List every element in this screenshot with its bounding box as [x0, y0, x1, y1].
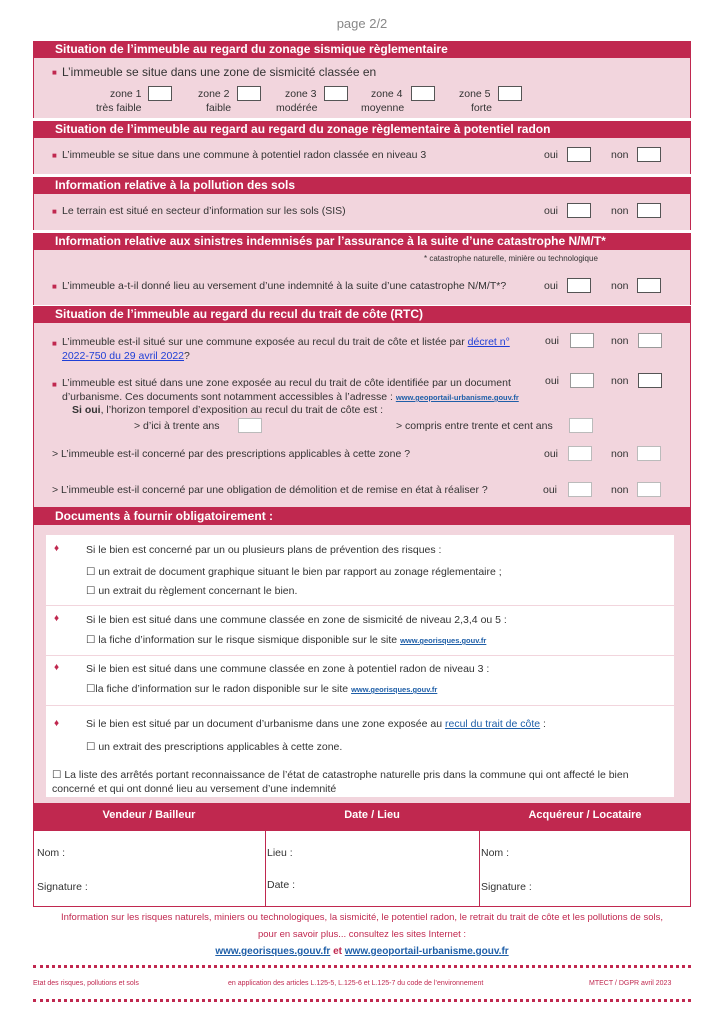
- seller-name-field[interactable]: Nom :: [37, 847, 66, 859]
- yes-label: oui: [544, 149, 559, 161]
- bullet-icon: ■: [52, 68, 57, 77]
- diamond-icon: ♦: [54, 662, 60, 673]
- bullet-icon: ■: [52, 282, 57, 291]
- yes-label: oui: [544, 280, 559, 292]
- disaster-no-checkbox[interactable]: [637, 278, 661, 293]
- dotted-divider: [33, 965, 691, 968]
- soil-band: [33, 194, 691, 230]
- zone-1-checkbox[interactable]: [148, 86, 172, 101]
- date-field[interactable]: Date :: [267, 879, 296, 891]
- geoportail-footer-link[interactable]: www.geoportail-urbanisme.gouv.fr: [344, 946, 509, 957]
- decree-link[interactable]: décret n° 2022-750 du 29 avril 2022: [62, 336, 510, 362]
- footer-info-1: Information sur les risques naturels, miniers ou technologiques, la sismicité, le potentiel radon, le retrait du trait de côte et les pollutions de sols,: [61, 912, 663, 923]
- zone-3-sub: modérée: [276, 102, 318, 114]
- footer-version: MTECT / DGPR avril 2023: [589, 980, 672, 987]
- seismic-question: L’immeuble se situe dans une zone de sismicité classée en: [62, 65, 377, 79]
- divider: [46, 655, 674, 656]
- rtc-question-3: > L’immeuble est-il concerné par des prescriptions applicables à cette zone ?: [52, 448, 411, 460]
- zone-1-sub: très faible: [96, 102, 142, 114]
- disaster-question: L’immeuble a-t-il donné lieu au versement d’une indemnité à la suite d’une catastrophe N/M/T*?: [62, 280, 507, 292]
- zone-2-checkbox[interactable]: [237, 86, 261, 101]
- option-thirty-hundred-years: > compris entre trente et cent ans: [396, 420, 553, 432]
- doc-item-4-sub[interactable]: ☐ un extrait des prescriptions applicables à cette zone.: [86, 741, 343, 753]
- diamond-icon: ♦: [54, 613, 60, 624]
- option-thirty-years: > d’ici à trente ans: [134, 420, 220, 432]
- buyer-signature-field[interactable]: Signature :: [481, 881, 532, 893]
- thirty-hundred-years-checkbox[interactable]: [569, 418, 593, 433]
- date-place-column: Date / Lieu: [344, 809, 400, 821]
- no-label: non: [611, 375, 629, 387]
- zone-2-sub: faible: [206, 102, 232, 114]
- place-field[interactable]: Lieu :: [267, 847, 293, 859]
- doc-item-3: Si le bien est situé dans une commune classée en zone à potentiel radon de niveau 3 :: [86, 663, 490, 675]
- georisques-link[interactable]: www.georisques.gouv.fr: [400, 636, 487, 645]
- soil-yes-checkbox[interactable]: [567, 203, 591, 218]
- seismic-header: Situation de l’immeuble au regard du zonage sismique règlementaire: [33, 41, 691, 58]
- seismic-band: [33, 58, 691, 118]
- doc-item-1-sub-1[interactable]: ☐ un extrait de document graphique situant le bien par rapport au zonage réglementaire ;: [86, 566, 502, 578]
- yes-label: oui: [545, 335, 560, 347]
- footer-links: www.georisques.gouv.fr et www.geoportail-urbanisme.gouv.fr: [215, 946, 509, 957]
- rtc-q3-no-checkbox[interactable]: [637, 446, 661, 461]
- doc-item-2: Si le bien est situé dans une commune classée en zone de sismicité de niveau 2,3,4 ou 5 :: [86, 614, 507, 626]
- rtc-q3-yes-checkbox[interactable]: [568, 446, 592, 461]
- zone-2-label: zone 2: [198, 88, 230, 100]
- page-number: page 2/2: [336, 16, 388, 31]
- zone-5-sub: forte: [471, 102, 493, 114]
- yes-label: oui: [543, 484, 558, 496]
- zone-3-checkbox[interactable]: [324, 86, 348, 101]
- soil-question: Le terrain est situé en secteur d’information sur les sols (SIS): [62, 205, 346, 217]
- radon-band: [33, 138, 691, 174]
- zone-1-label: zone 1: [110, 88, 142, 100]
- soil-no-checkbox[interactable]: [637, 203, 661, 218]
- rtc-q2-yes-checkbox[interactable]: [570, 373, 594, 388]
- signature-header: [33, 803, 691, 830]
- soil-header: Information relative à la pollution des sols: [33, 177, 691, 194]
- doc-item-2-sub[interactable]: ☐ la fiche d’information sur le risque sismique disponible sur le site www.georisques.gouv.fr: [86, 634, 487, 646]
- footer-info-2: pour en savoir plus... consultez les sites Internet :: [257, 929, 467, 940]
- doc-last-item[interactable]: ☐ La liste des arrêtés portant reconnaissance de l’état de catastrophe naturelle pris dans la commune qui ont affecté le bien concerné et qui ont donné lieu au versement d’une indemnité: [52, 769, 629, 795]
- si-oui-text: Si oui, l’horizon temporel d’exposition au recul du trait de côte est :: [72, 404, 384, 416]
- doc-item-1-sub-2[interactable]: ☐ un extrait du règlement concernant le bien.: [86, 585, 298, 597]
- zone-5-label: zone 5: [459, 88, 491, 100]
- no-label: non: [611, 280, 629, 292]
- radon-header: Situation de l’immeuble au regard au regard du zonage règlementaire à potentiel radon: [33, 121, 691, 138]
- documents-header: Documents à fournir obligatoirement :: [33, 507, 691, 525]
- seller-column: Vendeur / Bailleur: [102, 809, 196, 821]
- radon-no-checkbox[interactable]: [637, 147, 661, 162]
- yes-label: oui: [544, 205, 559, 217]
- buyer-column: Acquéreur / Locataire: [528, 809, 642, 821]
- zone-4-checkbox[interactable]: [411, 86, 435, 101]
- rtc-header: Situation de l’immeuble au regard du recul du trait de côte (RTC): [33, 306, 691, 323]
- zone-3-label: zone 3: [285, 88, 317, 100]
- disaster-footnote: * catastrophe naturelle, minière ou technologique: [424, 254, 598, 263]
- no-label: non: [611, 484, 629, 496]
- no-label: non: [611, 448, 629, 460]
- no-label: non: [611, 205, 629, 217]
- zone-4-label: zone 4: [371, 88, 403, 100]
- yes-label: oui: [545, 375, 560, 387]
- footer-legal-ref: en application des articles L.125-5, L.125-6 et L.125-7 du code de l’environnement: [228, 980, 484, 987]
- rtc-q1-no-checkbox[interactable]: [638, 333, 662, 348]
- dotted-divider: [33, 999, 691, 1002]
- thirty-years-checkbox[interactable]: [238, 418, 262, 433]
- disaster-header: Information relative aux sinistres indemnisés par l’assurance à la suite d’une catastrophe N/M/T*: [33, 233, 691, 250]
- georisques-footer-link[interactable]: www.georisques.gouv.fr: [215, 946, 331, 957]
- bullet-icon: ■: [52, 151, 57, 160]
- rtc-question-4: > L’immeuble est-il concerné par une obligation de démolition et de remise en état à réaliser ?: [52, 484, 488, 496]
- bullet-icon: ■: [52, 207, 57, 216]
- buyer-name-field[interactable]: Nom :: [481, 847, 510, 859]
- divider: [46, 705, 674, 706]
- no-label: non: [611, 335, 629, 347]
- doc-item-1: Si le bien est concerné par un ou plusieurs plans de prévention des risques :: [86, 544, 442, 556]
- radon-yes-checkbox[interactable]: [567, 147, 591, 162]
- yes-label: oui: [544, 448, 559, 460]
- bullet-icon: ■: [52, 339, 57, 348]
- georisques-link[interactable]: www.georisques.gouv.fr: [351, 685, 438, 694]
- doc-item-3-sub[interactable]: ☐la fiche d’information sur le radon disponible sur le site www.georisques.gouv.fr: [86, 683, 438, 695]
- rtc-question-1: L’immeuble est-il situé sur une commune exposée au recul du trait de côte et listée par décret n° 2022-750 du 29 avril 2022?: [62, 336, 510, 362]
- no-label: non: [611, 149, 629, 161]
- rtc-q4-yes-checkbox[interactable]: [568, 482, 592, 497]
- rtc-question-2: L’immeuble est situé dans une zone exposée au recul du trait de côte identifiée par un document d’urbanisme. Ces documents sont notamment accessibles à l’adresse : www.geoportail-urbanisme.gouv.fr: [62, 377, 519, 403]
- zone-5-checkbox[interactable]: [498, 86, 522, 101]
- trait-de-cote-link[interactable]: recul du trait de côte: [444, 718, 541, 730]
- doc-item-4: Si le bien est situé par un document d’urbanisme dans une zone exposée au recul du trait de côte :: [86, 718, 546, 730]
- rtc-band: [33, 323, 691, 507]
- radon-question: L’immeuble se situe dans une commune à potentiel radon classée en niveau 3: [62, 149, 427, 161]
- signature-grid: [33, 830, 691, 907]
- disaster-band: [33, 250, 691, 305]
- geoportail-link[interactable]: www.geoportail-urbanisme.gouv.fr: [395, 393, 519, 402]
- rtc-q4-no-checkbox[interactable]: [637, 482, 661, 497]
- rtc-q1-yes-checkbox[interactable]: [570, 333, 594, 348]
- rtc-q2-no-checkbox[interactable]: [638, 373, 662, 388]
- divider: [46, 605, 674, 606]
- zone-4-sub: moyenne: [361, 102, 405, 114]
- bullet-icon: ■: [52, 380, 57, 389]
- disaster-yes-checkbox[interactable]: [567, 278, 591, 293]
- diamond-icon: ♦: [54, 718, 60, 729]
- diamond-icon: ♦: [54, 543, 60, 554]
- footer-doc-title: Etat des risques, pollutions et sols: [33, 980, 139, 987]
- seller-signature-field[interactable]: Signature :: [37, 881, 88, 893]
